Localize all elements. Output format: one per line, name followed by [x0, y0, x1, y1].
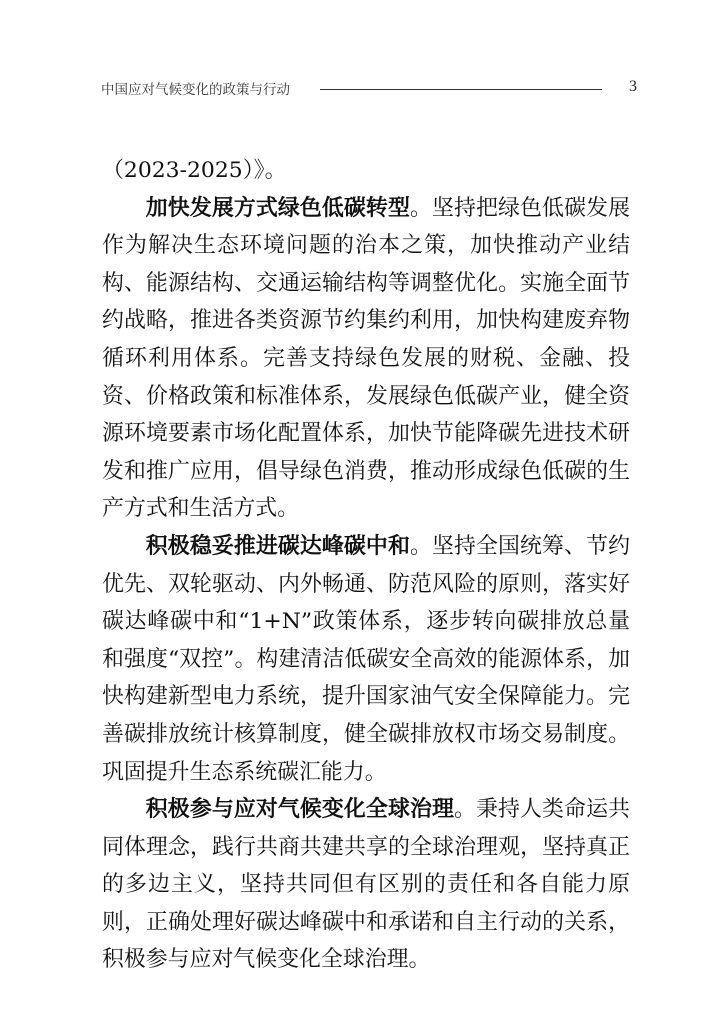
paragraph-green-transition [102, 190, 630, 528]
paragraph-global-governance [102, 791, 630, 979]
running-title: 中国应对气候变化的政策与行动 [101, 82, 290, 98]
page-header [101, 78, 641, 100]
paragraph-heading: 加快发展方式绿色低碳转型 [145, 194, 410, 221]
page-number: 3 [629, 78, 637, 95]
paragraph-text: 。坚持全国统筹、节约优先、双轮驱动、内外畅通、防范风险的原则，落实好碳达峰碳中和“1+N”政策体系，逐步转向碳排放总量和强度“双控”。构建清洁低碳安全高效的能源体系，加快构建新型电力系统，提升国家油气安全保障能力。完善碳排放统计核算制度，健全碳排放权市场交易制度。巩固提升生态系统碳汇能力。 [102, 533, 630, 785]
paragraph-text: 。秉持人类命运共同体理念，践行共商共建共享的全球治理观，坚持真正的多边主义，坚持共同但有区别的责任和各自能力原则，正确处理好碳达峰碳中和承诺和自主行动的关系，积极参与应对气候变化全球治理。 [102, 797, 630, 973]
paragraph-text: 。坚持把绿色低碳发展作为解决生态环境问题的治本之策，加快推动产业结构、能源结构、交通运输结构等调整优化。实施全面节约战略，推进各类资源节约集约利用，加快构建废弃物循环利用体系。完善支持绿色发展的财税、金融、投资、价格政策和标准体系，发展绿色低碳产业，健全资源环境要素市场化配置体系，加快节能降碳先进技术研发和推广应用，倡导绿色消费，推动形成绿色低碳的生产方式和生活方式。 [102, 195, 630, 522]
paragraph-heading: 积极参与应对气候变化全球治理 [145, 796, 454, 823]
paragraph-carbon-peak-neutrality [102, 528, 630, 791]
body-text [102, 152, 630, 979]
paragraph-heading: 积极稳妥推进碳达峰碳中和 [145, 532, 410, 559]
header-rule [320, 89, 602, 90]
continuation-line: （2023-2025）》。 [102, 158, 287, 183]
